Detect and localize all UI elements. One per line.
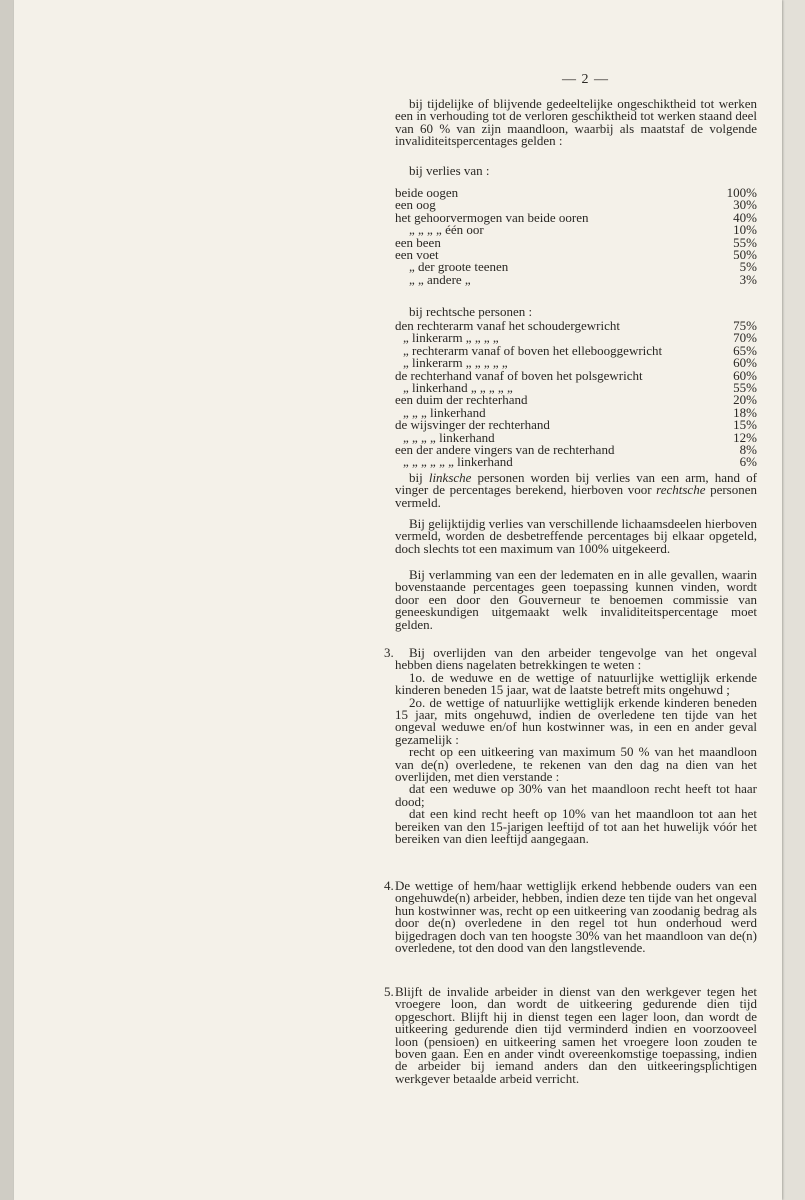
- limb-label: „ „ „ linkerhand: [403, 404, 486, 420]
- left-handed-paragraph: [395, 472, 757, 509]
- article-3-sub4: dat een weduwe op 30% van het maandloon recht heeft tot haar dood;: [395, 781, 757, 809]
- limb-pct: 12%: [733, 429, 757, 445]
- article-5-text: Blijft de invalide arbeider in dienst van den werkgever tegen het vroegere loon, dan wordt de uitkeering gedurende dien tijd opgeschort. Blijft hij in dienst tegen een lager loon, dan wordt de uitkeering gedurende dien tijd verminderd indien en voorzooveel loon (pensioen) en uitkeering samen het vroegere loon zouden te boven gaan. Een en ander vindt overeenkomstige toepassing, indien de arbeider bij iemand anders dan den uitkeeringsplichtigen werkgever betaalde arbeid verricht.: [395, 984, 757, 1086]
- loss-row: [395, 234, 757, 250]
- paralysis-paragraph: Bij verlamming van een der ledematen en in alle gevallen, waarin bovenstaande percentages geen toepassing kunnen vinden, wordt door een door den Gouverneur te benoemen commissie van geneeskundigen uitgemaakt welk invaliditeitspercentage moet gelden.: [395, 567, 757, 632]
- note-text: personen vermeld.: [395, 482, 757, 510]
- article-number: 4.: [384, 878, 394, 893]
- left-handed-note: [395, 472, 757, 509]
- limb-pct: 55%: [733, 379, 757, 395]
- limb-pct: 60%: [733, 355, 757, 371]
- intro-paragraph: bij tijdelijke of blijvende gedeeltelijke ongeschiktheid tot werken een in verhouding tot de verloren geschiktheid tot werken staand deel van 60 % van zijn maandloon, waarbij als maatstaf de volgende invaliditeitspercentages gelden :: [395, 96, 757, 149]
- limb-pct: 60%: [733, 367, 757, 383]
- limb-pct: 70%: [733, 330, 757, 346]
- simultaneous-paragraph: Bij gelijktijdig verlies van verschillende lichaamsdeelen hierboven vermeld, worden de desbetreffende percentages bij elkaar opgeteld, doch slechts tot een maximum van 100% uitgekeerd.: [395, 516, 757, 556]
- article-3-text: Bij overlijden van den arbeider tengevolge van het ongeval hebben diens nagelaten betrekkingen te weten :: [395, 645, 757, 673]
- loss-row: [395, 187, 757, 199]
- loss-label: „ „ „ „ één oor: [409, 222, 484, 238]
- loss-pct: 3%: [739, 271, 757, 287]
- loss-table: [395, 187, 757, 286]
- loss-row: [395, 271, 757, 287]
- loss-label: het gehoorvermogen van beide ooren: [395, 209, 589, 225]
- limb-pct: 65%: [733, 342, 757, 358]
- loss-section: [395, 165, 757, 177]
- loss-pct: 10%: [733, 222, 757, 238]
- scan-left-edge: [0, 0, 14, 1200]
- article-number: 3.: [384, 645, 394, 660]
- scan-right-edge: [782, 0, 805, 1200]
- limb-label: een der andere vingers van de rechterhand: [395, 441, 615, 457]
- loss-heading: bij verlies van :: [409, 163, 490, 178]
- loss-label: „ „ andere „: [409, 271, 471, 287]
- simultaneous-section: [395, 518, 757, 555]
- loss-label: „ der groote teenen: [409, 259, 509, 275]
- limb-pct: 75%: [733, 318, 757, 333]
- loss-pct: 40%: [733, 209, 757, 225]
- limb-label: de wijsvinger der rechterhand: [395, 417, 550, 433]
- limb-label: „ linkerarm „ „ „ „ „: [403, 355, 508, 371]
- note-italic: rechtsche: [656, 482, 706, 498]
- article-3-sub1: 1o. de weduwe en de wettige of natuurlijke wettiglijk erkende kinderen beneden 15 jaar, wat de laatste betreft mits ongehuwd ;: [395, 669, 757, 698]
- limb-label: „ linkerhand „ „ „ „ „: [403, 379, 513, 395]
- loss-pct: 5%: [739, 259, 757, 275]
- article-3-sub2: 2o. de wettige of natuurlijke wettiglijk erkende kinderen beneden 15 jaar, mits ongehuwd, indien de overledene ten tijde van het ongeval weduwe en/of hun kostwinner was, in een en ander geval gezamelijk :: [395, 694, 757, 747]
- article-4-text: De wettige of hem/haar wettiglijk erkend hebbende ouders van een ongehuwde(n) arbeider, hebben, indien deze ten tijde van het ongeval hun kostwinner was, recht op een uitkeering van zoodanig bedrag als door de(n) overledene in den regel tot hun onderhoud werd bijgedragen doch van ten hoogste 30% van het maandloon van de(n) overledene, tot den dood van den langstlevende.: [395, 878, 757, 956]
- article-3-sub5: dat een kind recht heeft op 10% van het maandloon tot aan het bereiken van den 15-jarigen leeftijd of tot aan het huwelijk vóór het bereiken van dien leeftijd aangegaan.: [395, 806, 757, 847]
- limb-label: „ „ „ „ linkerhand: [403, 429, 495, 445]
- loss-label: beide oogen: [395, 185, 459, 200]
- loss-label: een voet: [395, 246, 439, 262]
- limb-label: de rechterhand vanaf of boven het polsgewricht: [395, 367, 643, 383]
- limb-label: een duim der rechterhand: [395, 392, 528, 408]
- article-5: [384, 984, 757, 1086]
- note-italic: linksche: [428, 470, 472, 485]
- limb-pct: 15%: [733, 417, 757, 433]
- limb-pct: 8%: [739, 441, 757, 457]
- loss-row: [395, 224, 757, 236]
- loss-pct: 100%: [726, 185, 757, 200]
- note-text: personen worden bij verlies van een arm, hand of vinger de percentages berekend, hierboven voor: [395, 470, 757, 498]
- paralysis-section: [395, 569, 757, 631]
- limb-pct: 18%: [733, 404, 757, 420]
- main-column: [395, 98, 757, 148]
- loss-pct: 30%: [733, 197, 757, 213]
- loss-pct: 50%: [733, 246, 757, 262]
- limb-label: „ „ „ „ „ „ linkerhand: [403, 454, 513, 470]
- right-heading: bij rechtsche personen :: [409, 304, 533, 319]
- limb-row: [395, 456, 757, 468]
- limb-pct: 6%: [739, 454, 757, 470]
- right-handed-table: [395, 320, 757, 469]
- loss-label: een been: [395, 234, 441, 250]
- limb-label: „ rechterarm vanaf of boven het ellebooggewricht: [403, 342, 663, 358]
- article-3: [384, 645, 757, 847]
- limb-label: den rechterarm vanaf het schoudergewricht: [395, 318, 620, 333]
- article-3-sub3: recht op een uitkeering van maximum 50 % van het maandloon van de(n) overledene, te rekenen van den dag na dien van het overlijden, met dien verstande :: [395, 744, 757, 785]
- right-handed-section: [395, 306, 757, 318]
- limb-label: „ linkerarm „ „ „ „: [403, 330, 499, 346]
- page-number: — 2 —: [562, 72, 609, 87]
- limb-pct: 20%: [733, 392, 757, 408]
- loss-pct: 55%: [733, 234, 757, 250]
- loss-label: een oog: [395, 197, 436, 213]
- article-4: [384, 878, 757, 956]
- article-number: 5.: [384, 984, 394, 999]
- note-text: bij: [409, 470, 429, 485]
